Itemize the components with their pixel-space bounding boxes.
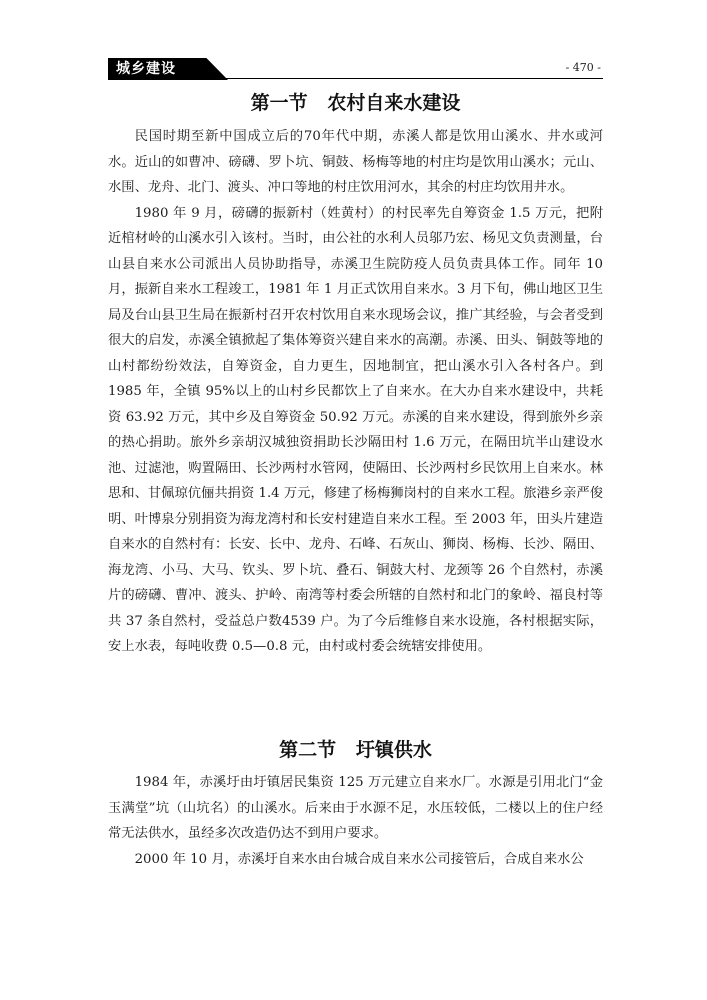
section-2-body [108, 770, 603, 872]
section-1-body [108, 124, 603, 660]
paragraph: 2000 年 10 月，赤溪圩自来水由台城合成自来水公司接管后，合成自来水公 [134, 851, 584, 867]
paragraph: 民国时期至新中国成立后的70年代中期，赤溪人都是饮用山溪水、井水或河水。近山的如曹冲、磅礴、罗卜坑、铜鼓、杨梅等地的村庄均是饮用山溪水；元山、水围、龙舟、北门、渡头、冲口等地的村庄饮用河水，其余的村庄均饮用井水。 [108, 129, 603, 195]
paragraph: 1980 年 9 月，磅礴的振新村（姓黄村）的村民率先自筹资金 1.5 万元，把附近棺材岭的山溪水引入该村。当时，由公社的水利人员邬乃宏、杨见文负责测量，台山县自来水公司派出人员协助指导，赤溪卫生院防疫人员负责具体工作。同年 10 月，振新自来水工程竣工，1981 年 1 月正式饮用自来水。3 月下旬，佛山地区卫生局及台山县卫生局在振新村召开农村饮用自来水现场会议，推广其经验，与会者受到很大的启发，赤溪全镇掀起了集体筹资兴建自来水的高潮。赤溪、田头、铜鼓等地的山村都纷纷效法，自筹资金，自力更生，因地制宜，把山溪水引入各村各户。到 1985 年，全镇 95%以上的山村乡民都饮上了自来水。在大办自来水建设中，共耗资 63.92 万元，其中乡及自筹资金 50.92 万元。赤溪的自来水建设，得到旅外乡亲的热心捐助。旅外乡亲胡汉城独资捐助长沙隔田村 1.6 万元，在隔田坑半山建设水池、过滤池，购置隔田、长沙两村水管网，使隔田、长沙两村乡民饮用上自来水。林思和、甘佩琼伉俪共捐资 1.4 万元，修建了杨梅狮岗村的自来水工程。旅港乡亲严俊明、叶博泉分别捐资为海龙湾村和长安村建造自来水工程。至 2003 年，田头片建造自来水的自然村有：长安、长中、龙舟、石峰、石灰山、狮岗、杨梅、长沙、隔田、海龙湾、小马、大马、钦头、罗卜坑、叠石、铜鼓大村、龙颈等 26 个自然村，赤溪片的磅礴、曹冲、渡头、护岭、南湾等村委会所辖的自然村和北门的象岭、福良村等共 37 条自然村，受益总户数4539 户。为了今后维修自来水设施，各村根据实际，安上水表，每吨收费 0.5—0.8 元，由村或村委会统辖安排使用。 [108, 205, 603, 654]
header-section-label: 城乡建设 [116, 61, 176, 77]
page-number: - 470 - [565, 61, 601, 74]
paragraph: 1984 年，赤溪圩由圩镇居民集资 125 万元建立自来水厂。水源是引用北门“金玉满堂”坑（山坑名）的山溪水。后来由于水源不足，水压较低，二楼以上的住户经常无法供水，虽经多次改造仍达不到用户要求。 [108, 775, 603, 841]
section-title-1: 第一节 农村自来水建设 [250, 92, 461, 114]
section-title-2: 第二节 圩镇供水 [279, 739, 432, 761]
header-divider [108, 78, 603, 79]
